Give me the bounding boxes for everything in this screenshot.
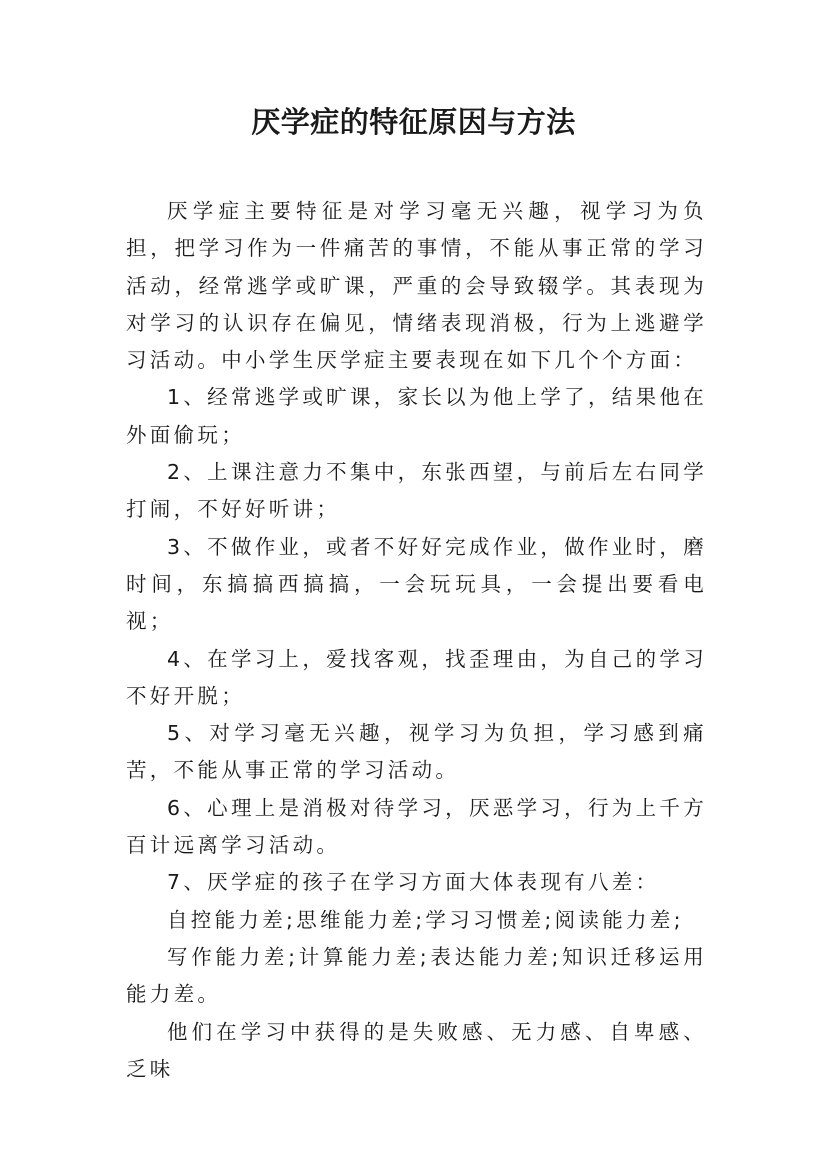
paragraph-intro: 厌学症主要特征是对学习毫无兴趣，视学习为负担，把学习作为一件痛苦的事情，不能从事正常的学习活动，经常逃学或旷课，严重的会导致辍学。其表现为对学习的认识存在偏见，情绪表现消极，行为上逃避学习活动。中小学生厌学症主要表现在如下几个个方面： <box>126 199 707 373</box>
document-body <box>126 193 707 1088</box>
paragraph-item-7: 7、厌学症的孩子在学习方面大体表现有八差： <box>167 870 660 895</box>
document-title: 厌学症的特征原因与方法 <box>251 105 576 139</box>
paragraph-item-5: 5、对学习毫无兴趣，视学习为负担，学习感到痛苦，不能从事正常的学习活动。 <box>126 721 707 783</box>
paragraph-item-6: 6、心理上是消极对待学习，厌恶学习，行为上千方百计远离学习活动。 <box>126 795 707 858</box>
paragraph-eight-poor-b: 写作能力差;计算能力差;表达能力差;知识迁移运用能力差。 <box>126 944 707 1007</box>
paragraph-item-2: 2、上课注意力不集中，东张西望，与前后左右同学打闹，不好好听讲； <box>126 460 707 522</box>
paragraph-item-4: 4、在学习上，爱找客观，找歪理由，为自己的学习不好开脱； <box>126 646 707 708</box>
paragraph-eight-poor-a: 自控能力差;思维能力差;学习习惯差;阅读能力差; <box>167 907 684 932</box>
paragraph-item-3: 3、不做作业，或者不好好完成作业，做作业时，磨时间，东搞搞西搞搞，一会玩玩具，一会提出要看电视； <box>126 534 707 634</box>
paragraph-feelings: 他们在学习中获得的是失败感、无力感、自卑感、乏味 <box>126 1019 707 1081</box>
paragraph-item-1: 1、经常逃学或旷课，家长以为他上学了，结果他在外面偷玩； <box>126 385 707 447</box>
